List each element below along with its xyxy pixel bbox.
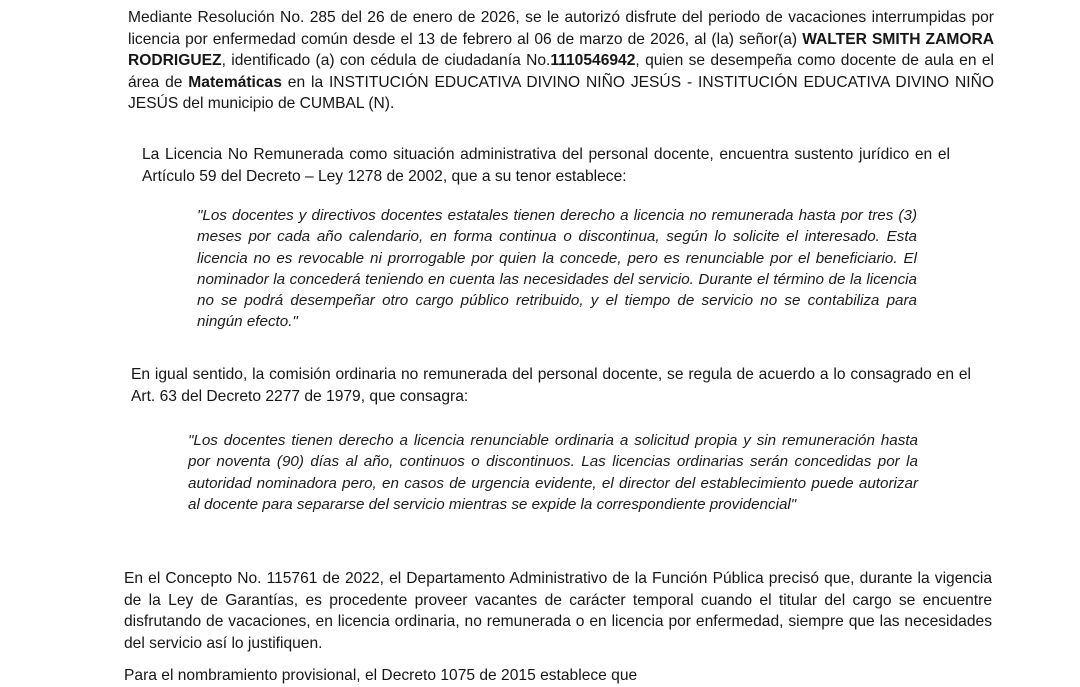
resolution-text-part3: , quien se desempeña como docente de aula en el área de (128, 52, 995, 91)
paragraph-resolution (128, 7, 994, 115)
teacher-name: WALTER SMITH ZAMORA RODRIGUEZ (128, 30, 994, 69)
resolution-text-part1: Mediante Resolución No. 285 del 26 de enero de 2026, se le autorizó disfrute del periodo de vacaciones interrumpidas por licencia por enfermedad común desde el 13 de febrero al 06 de marzo de 2026, al (la) señor(a) (128, 9, 994, 48)
paragraph-ordinary-commission: En igual sentido, la comisión ordinaria no remunerada del personal docente, se regula de acuerdo a lo consagrado en el Art. 63 del Decreto 2277 de 1979, que consagra: (131, 366, 971, 405)
resolution-text-part2: , identificado (a) con cédula de ciudadanía No. (221, 52, 551, 69)
paragraph-partial-bottom: Para el nombramiento provisional, el Decreto 1075 de 2015 establece que (124, 667, 638, 684)
id-number: 1110546942 (550, 52, 636, 69)
quote-decree-2277: "Los docentes tienen derecho a licencia renunciable ordinaria a solicitud propia y sin remuneración hasta por noventa (90) días al año, continuos o discontinuos. Las licencias ordinarias serán concedidas por la autoridad nominadora pero, en casos de urgencia evidente, el director del establecimiento puede autorizar al docente para separarse del servicio mientras se expide la correspondiente providencial" (188, 432, 918, 513)
resolution-text-part4: en la INSTITUCIÓN EDUCATIVA DIVINO NIÑO JESÚS - INSTITUCIÓN EDUCATIVA DIVINO NIÑO JESÚS del municipio de CUMBAL (N). (128, 73, 994, 112)
paragraph-legal-basis: La Licencia No Remunerada como situación administrativa del personal docente, encuentra sustento jurídico en el Artículo 59 del Decreto – Ley 1278 de 2002, que a su tenor establece: (142, 146, 950, 185)
quote-decree-1278: "Los docentes y directivos docentes estatales tienen derecho a licencia no remunerada hasta por tres (3) meses por cada año calendario, en forma continua o discontinua, según lo solicite el interesado. Esta licencia no es revocable ni prorrogable por quien la concede, pero es renunciable por el beneficiario. El nominador la concederá teniendo en cuenta las necesidades del servicio. Durante el término de la licencia no se podrá desempeñar otro cargo público retribuido, y el tiempo de servicio no se contabiliza para ningún efecto." (197, 207, 917, 331)
paragraph-concept-115761: En el Concepto No. 115761 de 2022, el Departamento Administrativo de la Función Pública precisó que, durante la vigencia de la Ley de Garantías, es procedente proveer vacantes de carácter temporal cuando el titular del cargo se encuentre disfrutando de vacaciones, en licencia ordinaria, no remunerada o en licencia por enfermedad, siempre que las necesidades del servicio así lo justifiquen. (124, 570, 992, 652)
subject-area: Matemáticas (188, 73, 282, 91)
